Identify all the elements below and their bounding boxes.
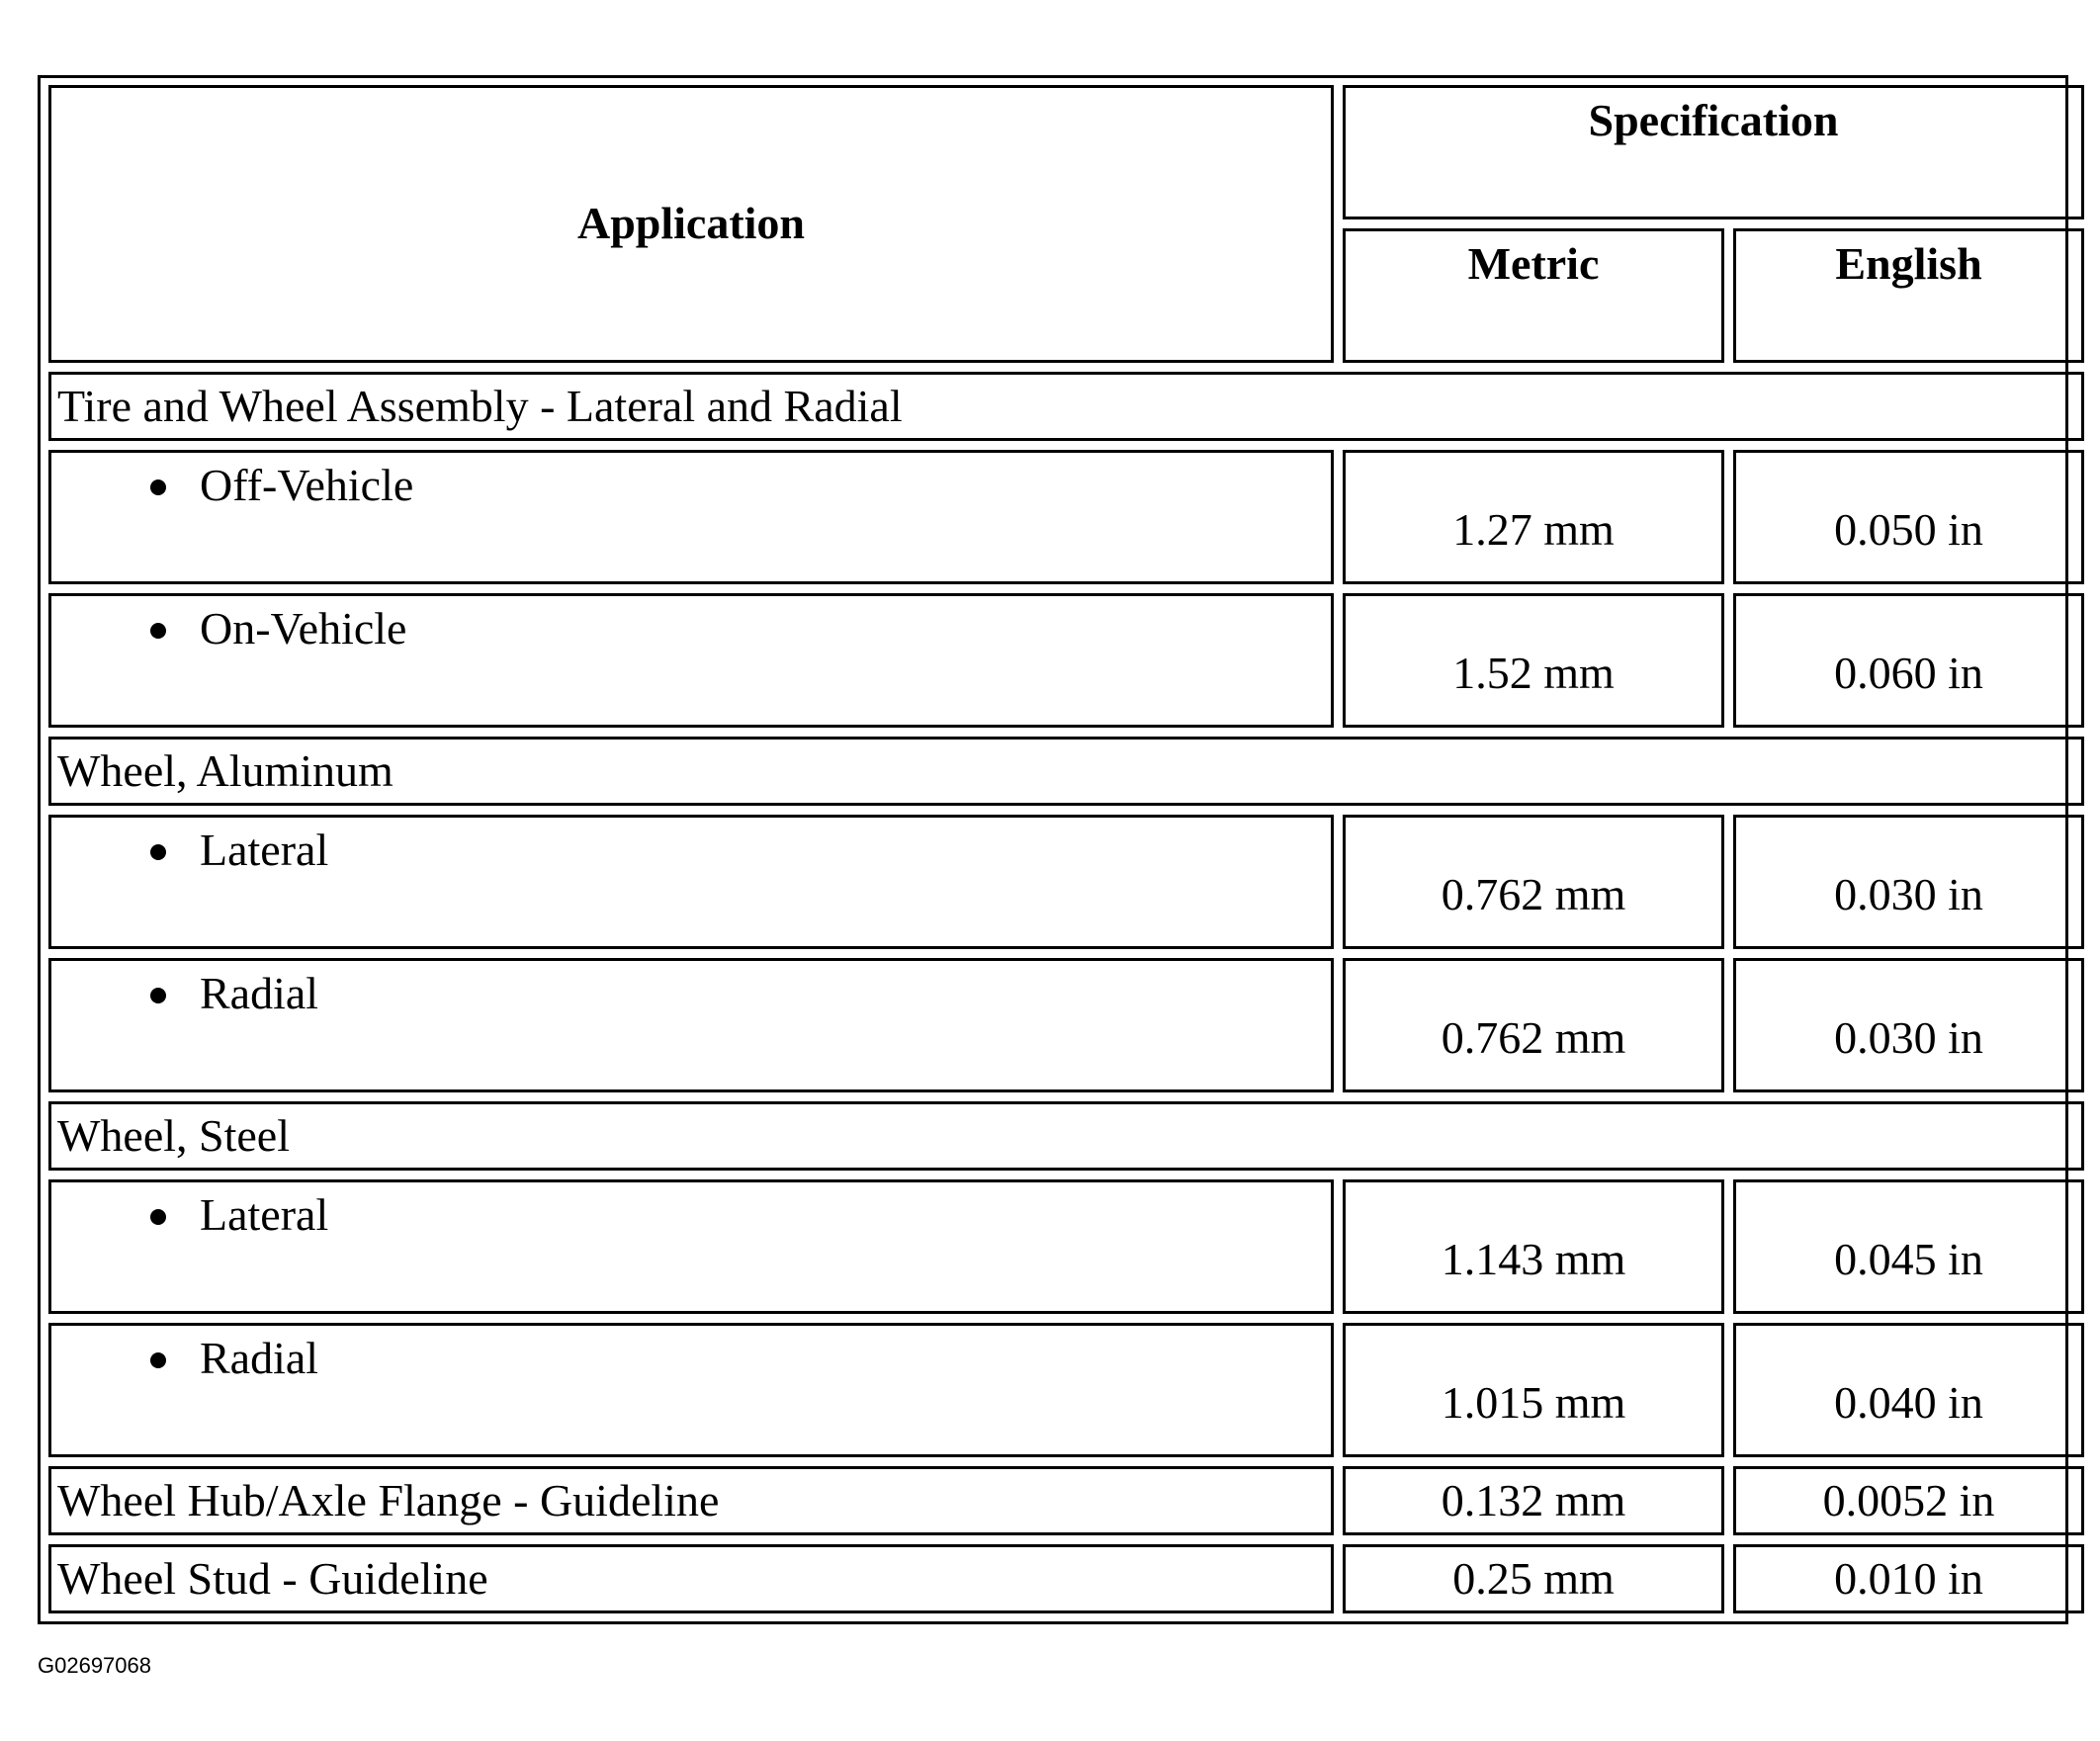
item-label: Radial — [200, 968, 319, 1018]
item-label-cell — [48, 1179, 1334, 1314]
english-value: 0.060 in — [1733, 593, 2084, 728]
table-row — [48, 1323, 2084, 1457]
single-label: Wheel Stud - Guideline — [48, 1544, 1334, 1613]
specification-table — [40, 76, 2093, 1622]
bullet-icon — [150, 479, 166, 495]
table-row — [48, 815, 2084, 949]
item-label: Off-Vehicle — [200, 460, 414, 510]
item-label-cell — [48, 593, 1334, 728]
item-label: Radial — [200, 1333, 319, 1383]
english-value: 0.030 in — [1733, 958, 2084, 1092]
section-row — [48, 372, 2084, 441]
metric-value: 0.762 mm — [1343, 815, 1724, 949]
item-label-cell — [48, 1323, 1334, 1457]
item-label: Lateral — [200, 1189, 329, 1240]
specification-header: Specification — [1343, 85, 2084, 219]
metric-value: 0.132 mm — [1343, 1466, 1724, 1535]
metric-header: Metric — [1343, 228, 1724, 363]
bullet-icon — [150, 623, 166, 639]
metric-value: 1.27 mm — [1343, 450, 1724, 584]
english-value: 0.050 in — [1733, 450, 2084, 584]
english-value: 0.010 in — [1733, 1544, 2084, 1613]
section-title: Wheel, Steel — [48, 1101, 2084, 1171]
section-title: Tire and Wheel Assembly - Lateral and Radial — [48, 372, 2084, 441]
bullet-icon — [150, 1209, 166, 1225]
metric-value: 1.143 mm — [1343, 1179, 1724, 1314]
item-label-cell — [48, 450, 1334, 584]
figure-id: G02697068 — [38, 1653, 151, 1678]
english-value: 0.045 in — [1733, 1179, 2084, 1314]
english-value: 0.030 in — [1733, 815, 2084, 949]
bullet-icon — [150, 844, 166, 860]
english-header: English — [1733, 228, 2084, 363]
table-row — [48, 450, 2084, 584]
english-value: 0.040 in — [1733, 1323, 2084, 1457]
table-row — [48, 1179, 2084, 1314]
bullet-icon — [150, 988, 166, 1003]
metric-value: 1.015 mm — [1343, 1323, 1724, 1457]
section-row — [48, 1101, 2084, 1171]
table-row — [48, 593, 2084, 728]
section-row — [48, 737, 2084, 806]
item-label: On-Vehicle — [200, 603, 407, 653]
item-label: Lateral — [200, 825, 329, 875]
section-title: Wheel, Aluminum — [48, 737, 2084, 806]
table-row — [48, 1466, 2084, 1535]
application-header: Application — [48, 85, 1334, 363]
metric-value: 0.25 mm — [1343, 1544, 1724, 1613]
item-label-cell — [48, 815, 1334, 949]
english-value: 0.0052 in — [1733, 1466, 2084, 1535]
header-row — [48, 85, 2084, 219]
metric-value: 1.52 mm — [1343, 593, 1724, 728]
table-row — [48, 1544, 2084, 1613]
item-label-cell — [48, 958, 1334, 1092]
table-row — [48, 958, 2084, 1092]
bullet-icon — [150, 1352, 166, 1368]
metric-value: 0.762 mm — [1343, 958, 1724, 1092]
single-label: Wheel Hub/Axle Flange - Guideline — [48, 1466, 1334, 1535]
